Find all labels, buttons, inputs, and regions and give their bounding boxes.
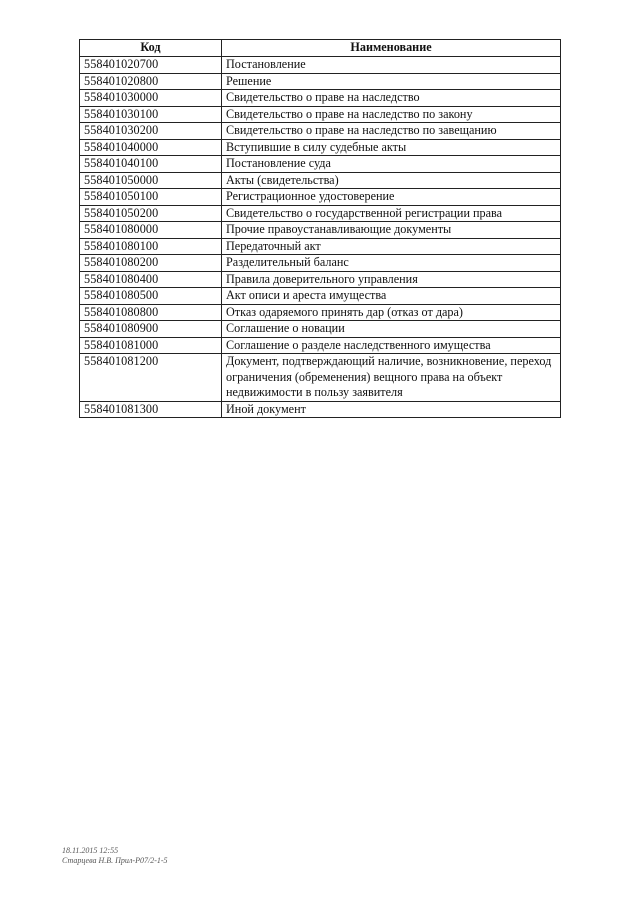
table-row [80,90,561,107]
table-row [80,255,561,272]
column-header-name: Наименование [222,40,561,57]
footer-stamp [62,846,168,866]
cell-code: 558401080500 [80,288,222,305]
cell-name: Иной документ [222,401,561,418]
cell-code: 558401050100 [80,189,222,206]
cell-code: 558401080800 [80,304,222,321]
table-row [80,172,561,189]
cell-code: 558401030000 [80,90,222,107]
cell-name: Акт описи и ареста имущества [222,288,561,305]
table-row [80,156,561,173]
cell-name: Акты (свидетельства) [222,172,561,189]
table-header-row [80,40,561,57]
cell-name: Свидетельство о праве на наследство по закону [222,106,561,123]
cell-code: 558401020800 [80,73,222,90]
cell-name: Разделительный баланс [222,255,561,272]
cell-name: Свидетельство о государственной регистрации права [222,205,561,222]
table-row [80,57,561,74]
cell-code: 558401030200 [80,123,222,140]
cell-code: 558401080400 [80,271,222,288]
table-row [80,106,561,123]
cell-code: 558401050200 [80,205,222,222]
document-code-table [79,39,561,418]
cell-name: Документ, подтверждающий наличие, возникновение, переход ограничения (обременения) вещного права на объект недвижимости в пользу заявителя [222,354,561,402]
table-row [80,73,561,90]
table-row [80,401,561,418]
cell-name: Вступившие в силу судебные акты [222,139,561,156]
cell-code: 558401030100 [80,106,222,123]
cell-code: 558401040000 [80,139,222,156]
footer-timestamp: 18.11.2015 12:55 [62,846,119,855]
cell-name: Свидетельство о праве на наследство по завещанию [222,123,561,140]
cell-code: 558401040100 [80,156,222,173]
table-row [80,205,561,222]
cell-code: 558401080100 [80,238,222,255]
table-row [80,288,561,305]
cell-name: Правила доверительного управления [222,271,561,288]
column-header-code: Код [80,40,222,57]
cell-code: 558401080000 [80,222,222,239]
table-row [80,123,561,140]
table-body [80,57,561,418]
cell-code: 558401081300 [80,401,222,418]
cell-name: Постановление суда [222,156,561,173]
cell-name: Соглашение о новации [222,321,561,338]
cell-name: Регистрационное удостоверение [222,189,561,206]
cell-code: 558401050000 [80,172,222,189]
table-row [80,304,561,321]
cell-name: Передаточный акт [222,238,561,255]
cell-name: Соглашение о разделе наследственного имущества [222,337,561,354]
cell-code: 558401081000 [80,337,222,354]
cell-name: Решение [222,73,561,90]
table-row [80,321,561,338]
cell-name: Отказ одаряемого принять дар (отказ от дара) [222,304,561,321]
cell-name: Свидетельство о праве на наследство [222,90,561,107]
cell-code: 558401080200 [80,255,222,272]
table-row [80,271,561,288]
cell-name: Постановление [222,57,561,74]
table-row [80,238,561,255]
footer-reference: Старцева Н.В. Прил-Р07/2-1-5 [62,856,168,865]
table-row [80,354,561,402]
cell-code: 558401081200 [80,354,222,402]
cell-name: Прочие правоустанавливающие документы [222,222,561,239]
table-row [80,139,561,156]
cell-code: 558401020700 [80,57,222,74]
table-row [80,189,561,206]
cell-code: 558401080900 [80,321,222,338]
table-row [80,222,561,239]
table-row [80,337,561,354]
